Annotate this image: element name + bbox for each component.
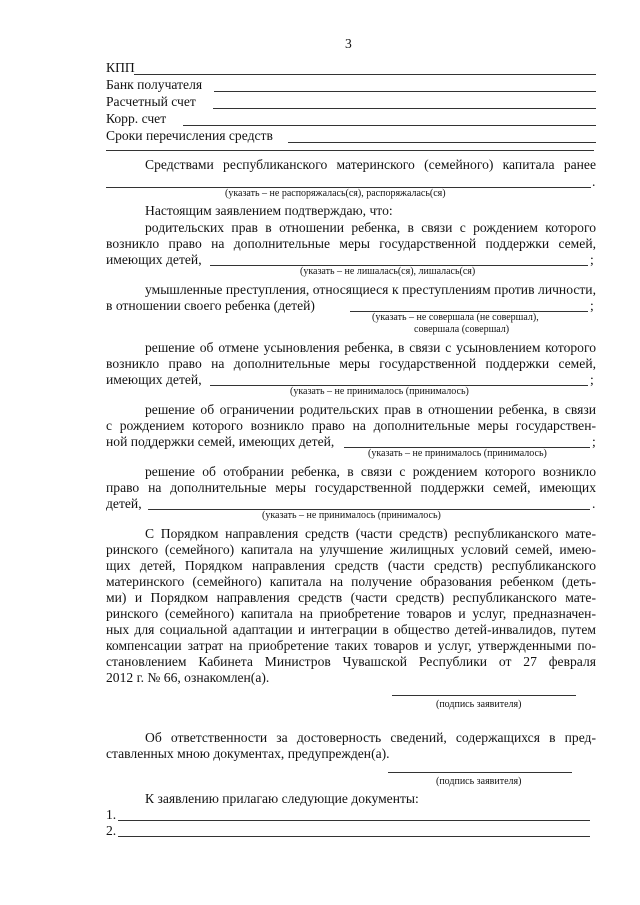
- attachments-title: К заявлению прилагаю следующие документы:: [145, 791, 419, 806]
- field-bank-label: Банк получателя: [106, 77, 203, 92]
- field-terms-line-2[interactable]: [106, 150, 594, 151]
- order-line-7: ных для социальной адаптации и интеграции в общество детей-инвалидов, путем: [106, 622, 596, 637]
- signature-line-1[interactable]: [392, 695, 576, 696]
- order-line-1: С Порядком направления средств (части средств) республиканского мате-: [145, 526, 596, 541]
- b4-note: (указать – не принималось (принималось): [368, 448, 547, 459]
- order-line-8: компенсации затрат на приобретение таких товаров и услуг, утвержденными по-: [106, 638, 596, 653]
- field-account-label: Расчетный счет: [106, 94, 196, 109]
- signature-note-2: (подпись заявителя): [436, 776, 522, 787]
- responsibility-line1: Об ответственности за достоверность сведений, содержащихся в пред-: [145, 730, 596, 745]
- field-kpp-label: КПП: [106, 60, 135, 75]
- signature-note-1: (подпись заявителя): [436, 699, 522, 710]
- b2-note2: совершала (совершал): [414, 324, 510, 335]
- capital-end: .: [592, 174, 596, 189]
- field-corr-label: Корр. счет: [106, 111, 167, 126]
- b5-end: .: [592, 496, 596, 511]
- order-line-5: ми) и Порядком направления средств (части средств) республиканского мате-: [106, 590, 596, 605]
- b3-end: ;: [590, 372, 594, 387]
- b1-line3: имеющих детей,: [106, 252, 202, 267]
- b1-end: ;: [590, 252, 594, 267]
- order-line-4: материнского (семейного) капитала на получение образования ребенком (деть-: [106, 574, 596, 589]
- b2-end: ;: [590, 298, 594, 313]
- field-terms-label: Сроки перечисления средств: [106, 128, 273, 143]
- attachment-line-2[interactable]: [118, 836, 590, 837]
- b5-line2: право на дополнительные меры государственной поддержки семей, имеющих: [106, 480, 596, 495]
- b2-line2: в отношении своего ребенка (детей): [106, 298, 315, 313]
- b3-line2: возникло право на дополнительные меры государственной поддержки семей,: [106, 356, 596, 371]
- b4-end: ;: [592, 434, 596, 449]
- signature-line-2[interactable]: [388, 772, 572, 773]
- capital-note: (указать – не распоряжалась(ся), распоряжалась(ся): [225, 188, 446, 199]
- b5-line1: решение об отобрании ребенка, в связи с рождением которого возникло: [145, 464, 596, 479]
- order-line-6: ринского (семейного) капитала на приобретение товаров и услуг, предназначен-: [106, 606, 596, 621]
- b2-note1: (указать – не совершала (не совершал),: [372, 312, 539, 323]
- b5-line3: детей,: [106, 496, 142, 511]
- b1-note: (указать – не лишалась(ся), лишалась(ся): [300, 266, 476, 277]
- b1-line2: возникло право на дополнительные меры государственной поддержки семей,: [106, 236, 596, 251]
- order-line-3: щих детей, Порядком направления средств (части средств) республиканского: [106, 558, 596, 573]
- order-line-9: становлением Кабинета Министров Чувашской Республики от 27 февраля: [106, 654, 596, 669]
- field-corr-line[interactable]: [183, 125, 596, 126]
- confirm-intro: Настоящим заявлением подтверждаю, что:: [145, 203, 393, 218]
- attachment-line-1[interactable]: [118, 820, 590, 821]
- attachment-number-1: 1.: [106, 807, 117, 822]
- field-bank-line[interactable]: [214, 91, 596, 92]
- order-last-line: 2012 г. № 66, ознакомлен(а).: [106, 670, 270, 685]
- field-account-line[interactable]: [213, 108, 596, 109]
- responsibility-line2: ставленных мною документах, предупрежден(а).: [106, 746, 390, 761]
- b3-line1: решение об отмене усыновления ребенка, в связи с усыновлением которого: [145, 340, 596, 355]
- field-terms-line[interactable]: [288, 142, 596, 143]
- b4-line2: с рождением которого возникло право на дополнительные меры государствен-: [106, 418, 596, 433]
- attachment-number-2: 2.: [106, 823, 117, 838]
- b5-note: (указать – не принималось (принималось): [262, 510, 441, 521]
- b1-line1: родительских прав в отношении ребенка, в связи с рождением которого: [145, 220, 596, 235]
- capital-text: Средствами республиканского материнского (семейного) капитала ранее: [145, 157, 596, 172]
- field-kpp-line[interactable]: [134, 74, 596, 75]
- b3-note: (указать – не принималось (принималось): [290, 386, 469, 397]
- b4-line3: ной поддержки семей, имеющих детей,: [106, 434, 335, 449]
- page-number: 3: [345, 36, 352, 51]
- b4-line1: решение об ограничении родительских прав в отношении ребенка, в связи: [145, 402, 596, 417]
- b2-line1: умышленные преступления, относящиеся к преступлениям против личности,: [145, 282, 596, 297]
- order-line-2: ринского (семейного) капитала на улучшение жилищных условий семей, имею-: [106, 542, 596, 557]
- b3-line3: имеющих детей,: [106, 372, 202, 387]
